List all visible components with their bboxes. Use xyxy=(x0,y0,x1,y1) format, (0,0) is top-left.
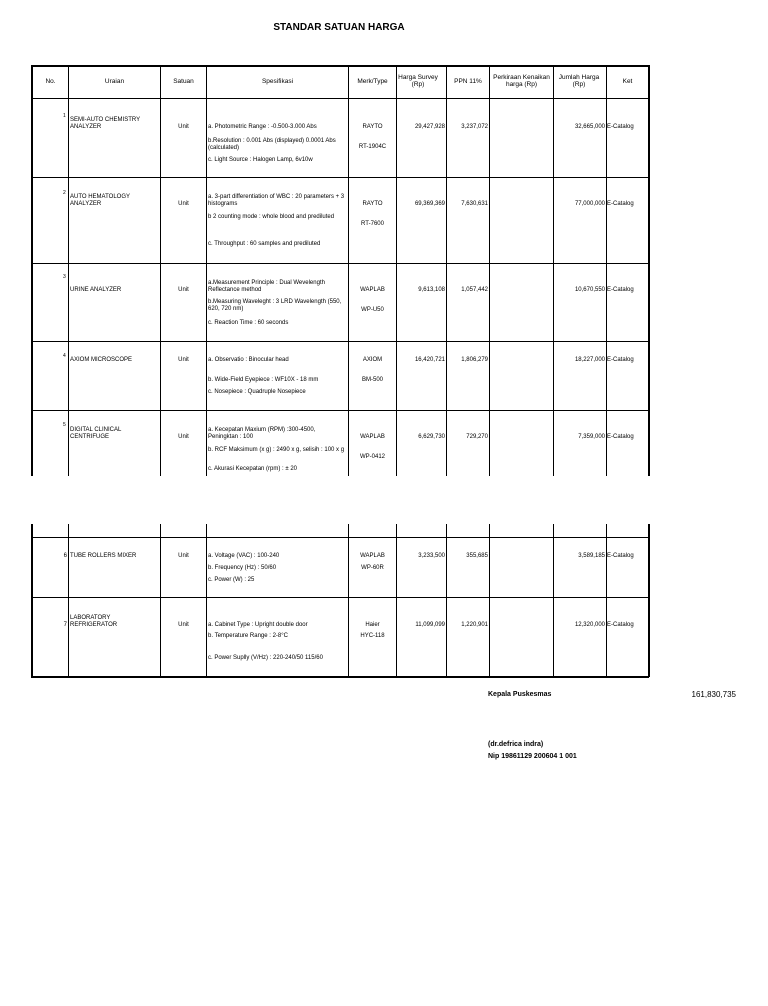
row-ket: E-Catalog xyxy=(607,124,634,130)
row-number: 2 xyxy=(63,190,66,196)
row-type: WP-0412 xyxy=(359,454,385,460)
row-uraian: URINE ANALYZER xyxy=(70,287,122,293)
row-merk: WAPLAB xyxy=(360,553,385,559)
row-harga: 11,099,099 xyxy=(415,622,445,628)
row-spec-b: b.Resolution : 0.001 Abs (displayed) 0.0001 Abs (calculated) xyxy=(208,138,336,151)
row-spec-a: a.Measurement Principle : Dual Wevelength Reflectance method xyxy=(208,280,325,293)
row-ppn: 3,237,072 xyxy=(461,124,488,130)
row-spec-c: c. Light Source : Halogen Lamp, 6v10w xyxy=(208,157,313,163)
row-ppn: 7,630,631 xyxy=(461,201,488,207)
row-type: HYC-118 xyxy=(360,633,385,639)
row-jumlah: 10,670,550 xyxy=(574,287,605,293)
row-satuan: Unit xyxy=(178,622,189,628)
row-ppn: 1,220,901 xyxy=(461,622,488,628)
header-ppn: PPN 11% xyxy=(454,78,482,85)
row-satuan: Unit xyxy=(178,553,189,559)
page-title: STANDAR SATUAN HARGA xyxy=(273,22,405,33)
row-jumlah: 7,359,000 xyxy=(578,434,605,440)
row-harga: 29,427,928 xyxy=(414,124,445,130)
row-spec-c: c. Throughput : 60 samples and prediluted xyxy=(208,241,321,247)
row-ppn: 1,806,279 xyxy=(461,357,488,363)
row-harga: 9,613,108 xyxy=(418,287,445,293)
row-spec-b: b. RCF Maksimum (x g) : 2490 x g, selisih : 100 x g xyxy=(208,447,345,453)
row-satuan: Unit xyxy=(178,201,189,207)
row-jumlah: 12,320,000 xyxy=(574,622,605,628)
row-ket: E-Catalog xyxy=(607,434,634,440)
row-harga: 69,369,369 xyxy=(414,201,445,207)
row-type: BM-500 xyxy=(361,377,383,383)
row-spec-a: a. Kecepatan Maxium (RPM) :300-4500, Peningktan : 100 xyxy=(208,427,316,440)
header-spesifikasi: Spesifikasi xyxy=(261,78,294,85)
row-satuan: Unit xyxy=(178,124,189,130)
row-jumlah: 32,665,000 xyxy=(574,124,605,130)
row-ket: E-Catalog xyxy=(607,201,634,207)
signer-title: Kepala Puskesmas xyxy=(488,691,552,698)
row-jumlah: 3,589,185 xyxy=(578,553,605,559)
header-ket: Ket xyxy=(622,78,633,85)
row-merk: WAPLAB xyxy=(360,434,385,440)
header-jumlah: Jumlah Harga (Rp) xyxy=(558,74,600,88)
row-spec-b: b. Frequency (Hz) : 50/60 xyxy=(208,565,277,571)
row-spec-a: a. 3-part differentiation of WBC : 20 parameters + 3 histograms xyxy=(208,194,345,207)
row-satuan: Unit xyxy=(178,434,189,440)
header-kenaikan: Perkiraan Kenaikan harga (Rp) xyxy=(493,74,550,88)
row-ket: E-Catalog xyxy=(607,553,634,559)
row-merk: RAYTO xyxy=(362,201,383,207)
row-uraian: SEMI-AUTO CHEMISTRY ANALYZER xyxy=(70,117,141,130)
row-jumlah: 77,000,000 xyxy=(574,201,605,207)
row-spec-a: a. Photometric Range : -0.500-3.000 Abs xyxy=(208,124,317,130)
row-ppn: 729,270 xyxy=(466,434,488,440)
row-type: RT-7600 xyxy=(361,221,384,227)
row-spec-b: b.Measuring Waveleght : 3 LRD Wavelength (550, 620, 720 nm) xyxy=(208,299,342,312)
row-uraian: AXIOM MICROSCOPE xyxy=(70,357,133,363)
row-uraian: TUBE ROLLERS MIXER xyxy=(70,553,137,559)
row-number: 4 xyxy=(63,353,66,359)
row-ppn: 355,685 xyxy=(466,553,488,559)
row-number: 3 xyxy=(63,274,66,280)
row-number: 6 xyxy=(63,553,67,559)
row-harga: 3,233,500 xyxy=(418,553,445,559)
row-ket: E-Catalog xyxy=(607,357,634,363)
header-satuan: Satuan xyxy=(173,78,194,85)
row-spec-a: a. Voltage (VAC) : 100-240 xyxy=(208,553,280,559)
row-merk: AXIOM xyxy=(362,357,383,363)
row-merk: RAYTO xyxy=(362,124,383,130)
signer-name: (dr.defrica indra) xyxy=(488,741,544,748)
row-spec-b: b 2 counting mode : whole blood and prediluted xyxy=(208,214,335,220)
row-merk: WAPLAB xyxy=(360,287,385,293)
header-merk: Merk/Type xyxy=(357,78,388,85)
row-harga: 6,629,730 xyxy=(418,434,445,440)
row-number: 7 xyxy=(63,622,67,628)
header-harga-survey: Harga Survey (Rp) xyxy=(398,74,438,88)
row-spec-c: c. Power Suplly (V/Hz) : 220-240/50 115/60 xyxy=(208,655,323,661)
row-spec-b: b. Wide-Field Eyepiece : WF10X - 18 mm xyxy=(208,377,319,383)
row-harga: 16,420,721 xyxy=(414,357,445,363)
row-uraian: AUTO HEMATOLOGY ANALYZER xyxy=(70,194,130,207)
header-uraian: Uraian xyxy=(104,78,125,85)
row-ppn: 1,057,442 xyxy=(461,287,488,293)
row-merk: Haier xyxy=(365,622,380,628)
row-type: RT-1904C xyxy=(358,144,387,150)
grand-total: 161,830,735 xyxy=(691,690,736,699)
row-number: 5 xyxy=(63,422,66,428)
row-satuan: Unit xyxy=(178,287,189,293)
row-spec-b: b. Temperature Range : 2-8°C xyxy=(208,633,288,639)
row-spec-a: a. Cabinet Type : Upright double door xyxy=(208,622,308,628)
row-ket: E-Catalog xyxy=(607,622,634,628)
row-spec-a: a. Observatio : Binocular head xyxy=(208,357,289,363)
row-uraian: LABORATORY REFRIGERATOR xyxy=(70,615,118,628)
row-ket: E-Catalog xyxy=(607,287,634,293)
row-type: WP-U50 xyxy=(361,307,384,313)
row-spec-c: c. Akurasi Kecepatan (rpm) : ± 20 xyxy=(208,466,297,472)
row-spec-c: c. Power (W) : 25 xyxy=(208,577,255,583)
row-spec-c: c. Reaction Time : 60 seconds xyxy=(208,320,289,326)
row-jumlah: 18,227,000 xyxy=(574,357,605,363)
header-no: No. xyxy=(45,78,56,85)
row-spec-c: c. Nosepiece : Quadruple Nosepiece xyxy=(208,389,306,395)
row-number: 1 xyxy=(63,113,66,119)
signer-nip: Nip 19861129 200604 1 001 xyxy=(488,753,577,760)
row-type: WP-60R xyxy=(361,565,384,571)
row-satuan: Unit xyxy=(178,357,189,363)
row-uraian: DIGITAL CLINICAL CENTRIFUGE xyxy=(70,427,122,440)
